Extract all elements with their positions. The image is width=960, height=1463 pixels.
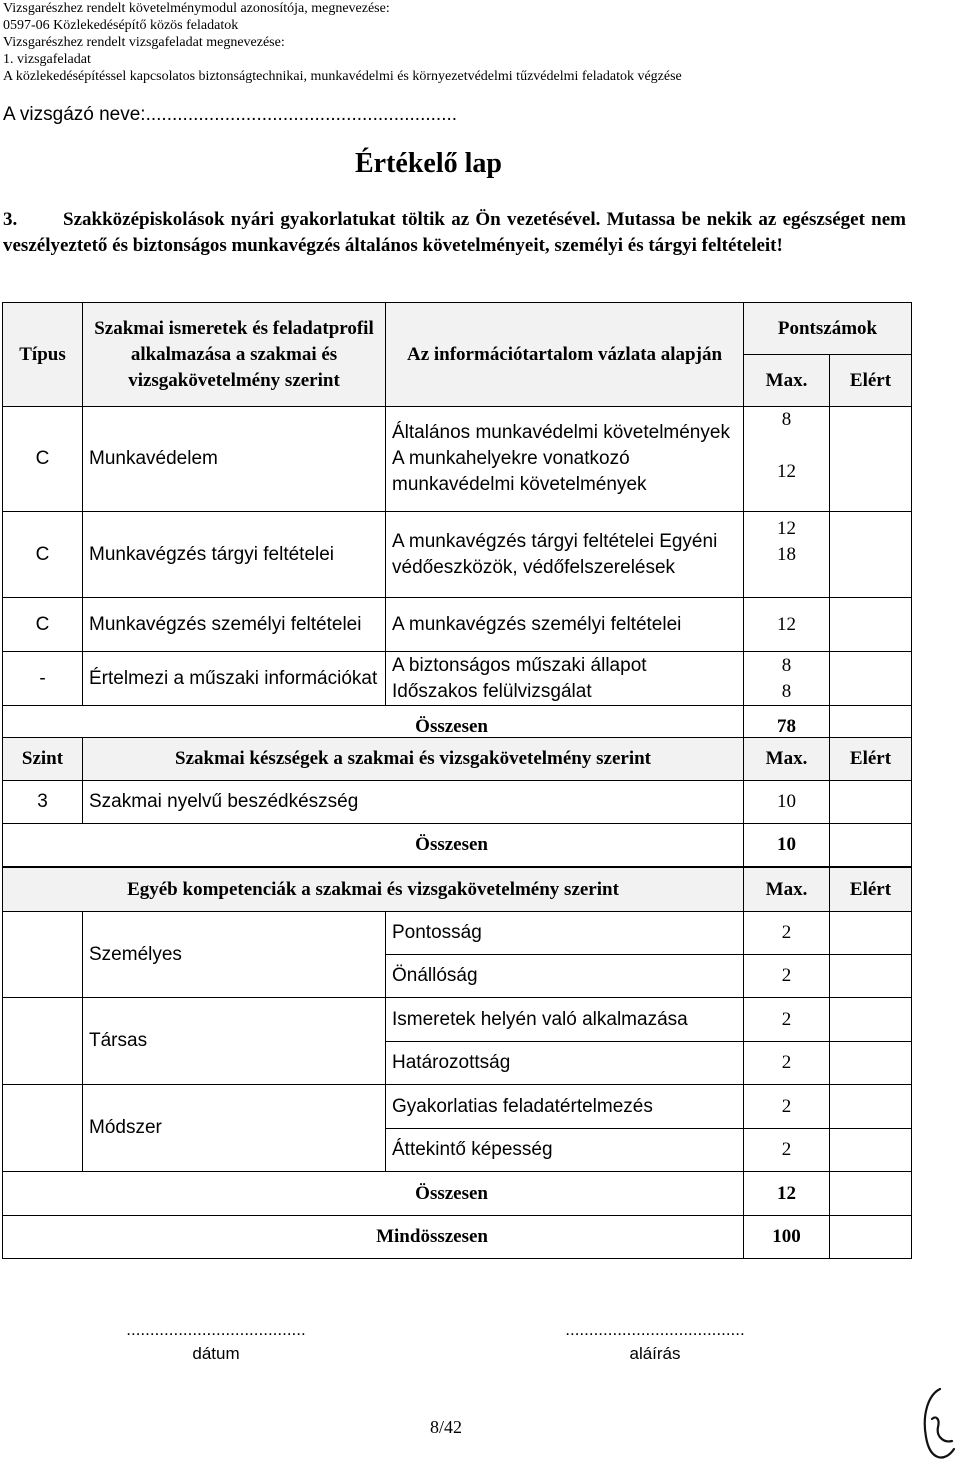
signature-label: aláírás xyxy=(629,1344,681,1363)
achieved-cell xyxy=(830,1042,912,1085)
outline-cell: Általános munkavédelmi követelmények A munkahelyekre vonatkozó munkavédelmi követelmények xyxy=(386,407,744,512)
type-cell: C xyxy=(3,598,83,652)
max-value: 8 xyxy=(781,680,792,702)
signature-block xyxy=(525,1320,785,1364)
empty-cell xyxy=(3,998,83,1085)
achieved-cell xyxy=(830,598,912,652)
max-cell: 12 xyxy=(744,598,830,652)
achieved-cell xyxy=(830,824,912,867)
profile-cell: Munkavégzés tárgyi feltételei xyxy=(83,512,386,598)
competency-cell: Önállóság xyxy=(386,955,744,998)
profile-cell: Munkavédelem xyxy=(83,407,386,512)
max-value: 18 xyxy=(777,543,796,565)
achieved-cell xyxy=(830,1085,912,1129)
profile-cell: Munkavégzés személyi feltételei xyxy=(83,598,386,652)
achieved-cell xyxy=(830,512,912,598)
skills-table xyxy=(2,737,912,867)
max-cell: 2 xyxy=(744,998,830,1042)
achieved-cell xyxy=(830,1172,912,1216)
grand-total-value: 100 xyxy=(744,1216,830,1259)
table-row xyxy=(3,1085,912,1129)
empty-cell xyxy=(3,1085,83,1172)
achieved-cell xyxy=(830,652,912,706)
max-cell: 2 xyxy=(744,955,830,998)
achieved-cell xyxy=(830,1216,912,1259)
col-header-points: Pontszámok xyxy=(744,303,912,355)
type-cell: - xyxy=(3,652,83,706)
grand-total-row xyxy=(3,1216,912,1259)
total-value: 78 xyxy=(744,706,830,749)
document-header xyxy=(3,0,682,85)
header-line: 0597-06 Közlekedésépítő közös feladatok xyxy=(3,18,239,33)
col-header-achieved: Elért xyxy=(830,738,912,781)
col-header-max: Max. xyxy=(744,868,830,912)
achieved-cell xyxy=(830,781,912,824)
examinee-name-field: A vizsgázó neve:........................................................... xyxy=(3,104,458,125)
date-block xyxy=(86,1320,346,1364)
max-value: 8 xyxy=(781,409,792,430)
table-row xyxy=(3,781,912,824)
col-header-skills: Szakmai készségek a szakmai és vizsgakövetelmény szerint xyxy=(83,738,744,781)
outline-cell: A munkavégzés tárgyi feltételei Egyéni védőeszközök, védőfelszerelések xyxy=(386,512,744,598)
group-name: Módszer xyxy=(83,1085,386,1172)
date-label: dátum xyxy=(192,1344,240,1363)
achieved-cell xyxy=(830,998,912,1042)
skill-cell: Szakmai nyelvű beszédkészség xyxy=(83,781,744,824)
table-row xyxy=(3,512,912,598)
achieved-cell xyxy=(830,912,912,955)
max-cell xyxy=(744,652,830,706)
knowledge-table xyxy=(2,302,912,749)
table-row xyxy=(3,598,912,652)
achieved-cell xyxy=(830,1129,912,1172)
max-cell xyxy=(744,407,830,512)
header-line: A közlekedésépítéssel kapcsolatos biztonságtechnikai, munkavédelmi és környezetvédelmi tűzvédelmi feladatok végzése xyxy=(3,69,682,84)
table-row xyxy=(3,912,912,955)
col-header-type: Típus xyxy=(3,303,83,407)
page-title: Értékelő lap xyxy=(355,148,502,179)
competency-cell: Gyakorlatias feladatértelmezés xyxy=(386,1085,744,1129)
col-header-profile: Szakmai ismeretek és feladatprofil alkalmazása a szakmai és vizsgakövetelmény szerint xyxy=(83,303,386,407)
col-header-achieved: Elért xyxy=(830,868,912,912)
type-cell: C xyxy=(3,407,83,512)
competency-cell: Áttekintő képesség xyxy=(386,1129,744,1172)
max-cell: 2 xyxy=(744,1129,830,1172)
grand-total-label: Mindösszesen xyxy=(3,1216,744,1259)
header-line: Vizsgarészhez rendelt követelménymodul azonosítója, megnevezése: xyxy=(3,1,390,16)
competencies-table xyxy=(2,867,912,1259)
achieved-cell xyxy=(830,407,912,512)
total-row xyxy=(3,1172,912,1216)
max-cell: 10 xyxy=(744,781,830,824)
max-value: 8 xyxy=(781,654,792,676)
empty-cell xyxy=(3,912,83,998)
max-cell: 2 xyxy=(744,1042,830,1085)
col-header-max: Max. xyxy=(744,738,830,781)
signature-dots: ...................................... xyxy=(565,1320,745,1339)
total-label: Összesen xyxy=(3,824,744,867)
achieved-cell xyxy=(830,955,912,998)
max-value: 12 xyxy=(777,517,796,539)
group-name: Társas xyxy=(83,998,386,1085)
col-header-max: Max. xyxy=(744,355,830,407)
outline-cell: A biztonságos műszaki állapot Időszakos felülvizsgálat xyxy=(386,652,744,706)
level-cell: 3 xyxy=(3,781,83,824)
total-label: Összesen xyxy=(3,706,744,749)
competency-cell: Határozottság xyxy=(386,1042,744,1085)
type-cell: C xyxy=(3,512,83,598)
task-description xyxy=(3,207,906,259)
profile-cell: Értelmezi a műszaki információkat xyxy=(83,652,386,706)
max-value: 12 xyxy=(777,461,796,482)
table-row xyxy=(3,652,912,706)
total-label: Összesen xyxy=(3,1172,744,1216)
table-row xyxy=(3,407,912,512)
task-number: 3. xyxy=(3,209,18,230)
total-value: 12 xyxy=(744,1172,830,1216)
task-text: Szakközépiskolások nyári gyakorlatukat töltik az Ön vezetésével. Mutassa be nekik az egészséget nem veszélyeztető és biztonságos munkavégzés általános követelményeit, személyi és tárgyi feltételeit! xyxy=(3,209,906,256)
col-header-level: Szint xyxy=(3,738,83,781)
handwritten-signature-icon xyxy=(918,1385,958,1461)
table-row xyxy=(3,998,912,1042)
col-header-outline: Az információtartalom vázlata alapján xyxy=(386,303,744,407)
date-dots: ...................................... xyxy=(126,1320,306,1339)
outline-cell: A munkavégzés személyi feltételei xyxy=(386,598,744,652)
header-line: 1. vizsgafeladat xyxy=(3,52,91,67)
group-name: Személyes xyxy=(83,912,386,998)
competency-cell: Pontosság xyxy=(386,912,744,955)
max-cell: 2 xyxy=(744,912,830,955)
col-header-competencies: Egyéb kompetenciák a szakmai és vizsgakövetelmény szerint xyxy=(3,868,744,912)
max-cell xyxy=(744,512,830,598)
col-header-achieved: Elért xyxy=(830,355,912,407)
total-value: 10 xyxy=(744,824,830,867)
total-row xyxy=(3,824,912,867)
competency-cell: Ismeretek helyén való alkalmazása xyxy=(386,998,744,1042)
page-number: 8/42 xyxy=(430,1417,463,1437)
header-line: Vizsgarészhez rendelt vizsgafeladat megnevezése: xyxy=(3,35,285,50)
max-cell: 2 xyxy=(744,1085,830,1129)
